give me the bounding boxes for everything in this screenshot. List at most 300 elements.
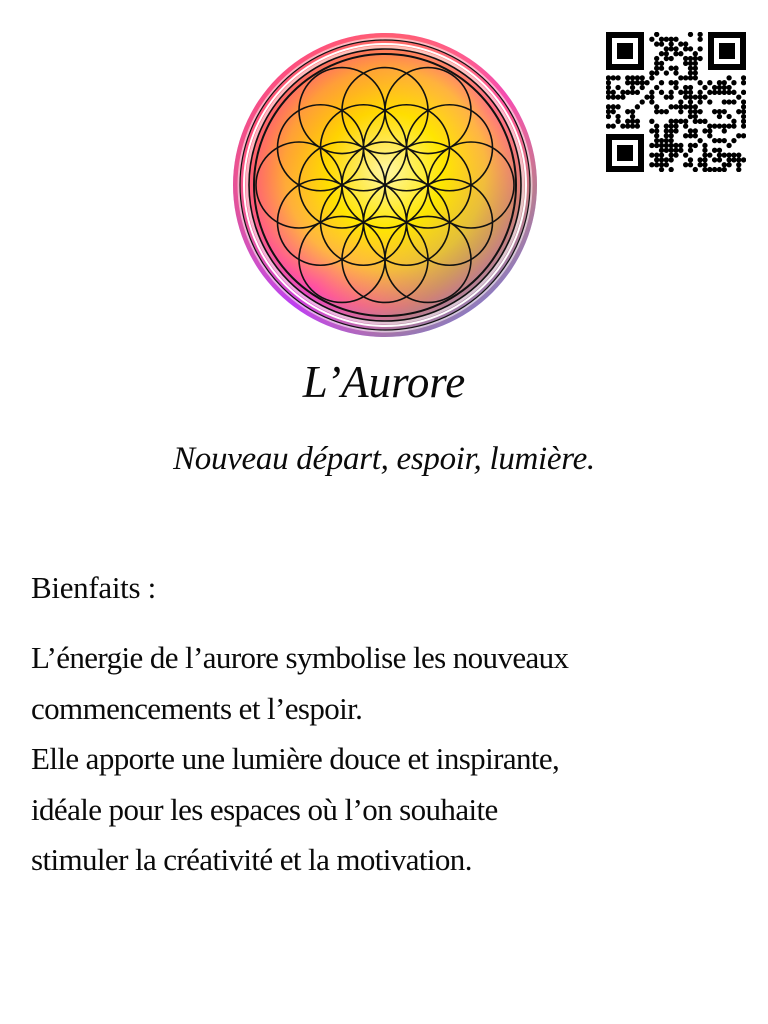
qr-module — [736, 157, 741, 162]
card-subtitle: Nouveau départ, espoir, lumière. — [173, 441, 595, 477]
qr-module — [678, 41, 683, 46]
qr-module — [649, 119, 654, 124]
qr-module — [620, 95, 625, 100]
qr-module — [611, 75, 616, 80]
qr-module — [683, 162, 688, 167]
qr-module — [697, 95, 702, 100]
qr-module — [741, 80, 746, 85]
qr-module — [731, 157, 736, 162]
qr-module — [664, 46, 669, 51]
qr-module — [702, 157, 707, 162]
qr-module — [741, 157, 746, 162]
qr-module — [702, 162, 707, 167]
qr-module — [669, 133, 674, 138]
qr-module — [717, 167, 722, 172]
qr-module — [664, 148, 669, 153]
qr-module — [625, 90, 630, 95]
qr-module — [717, 148, 722, 153]
qr-module — [702, 167, 707, 172]
qr-module — [664, 56, 669, 61]
qr-module — [678, 51, 683, 56]
qr-module — [688, 99, 693, 104]
qr-module — [654, 123, 659, 128]
qr-module — [702, 119, 707, 124]
qr-module — [688, 46, 693, 51]
qr-module — [654, 104, 659, 109]
qr-module — [669, 37, 674, 42]
qr-module — [717, 157, 722, 162]
qr-module — [649, 162, 654, 167]
qr-module — [673, 152, 678, 157]
qr-module — [635, 90, 640, 95]
qr-module — [678, 90, 683, 95]
qr-module — [669, 41, 674, 46]
qr-module — [673, 66, 678, 71]
qr-module — [688, 75, 693, 80]
qr-module — [693, 75, 698, 80]
qr-module — [669, 138, 674, 143]
qr-module — [669, 56, 674, 61]
qr-module — [693, 66, 698, 71]
qr-module — [726, 123, 731, 128]
qr-module — [625, 109, 630, 114]
qr-module — [722, 80, 727, 85]
qr-module — [697, 119, 702, 124]
qr-module — [635, 119, 640, 124]
qr-module — [693, 128, 698, 133]
qr-module — [678, 119, 683, 124]
qr-module — [688, 95, 693, 100]
qr-module — [669, 104, 674, 109]
qr-module — [606, 123, 611, 128]
qr-module — [659, 162, 664, 167]
qr-module — [722, 99, 727, 104]
qr-module — [741, 90, 746, 95]
qr-module — [688, 61, 693, 66]
qr-module — [669, 143, 674, 148]
qr-module — [669, 123, 674, 128]
qr-module — [673, 80, 678, 85]
qr-module — [649, 90, 654, 95]
qr-module — [649, 128, 654, 133]
qr-module — [683, 123, 688, 128]
qr-module — [606, 75, 611, 80]
qr-module — [606, 95, 611, 100]
qr-module — [673, 143, 678, 148]
qr-module — [649, 75, 654, 80]
qr-module — [683, 46, 688, 51]
flower-of-life-icon — [230, 30, 540, 340]
qr-module — [683, 95, 688, 100]
qr-module — [702, 148, 707, 153]
qr-module — [630, 114, 635, 119]
qr-module — [731, 123, 736, 128]
qr-module — [625, 75, 630, 80]
qr-module — [683, 61, 688, 66]
qr-module — [673, 128, 678, 133]
qr-module — [654, 85, 659, 90]
qr-module — [654, 162, 659, 167]
qr-module — [693, 56, 698, 61]
qr-module — [726, 152, 731, 157]
qr-module — [669, 167, 674, 172]
qr-module — [707, 167, 712, 172]
qr-module — [659, 61, 664, 66]
qr-module — [693, 51, 698, 56]
qr-module — [693, 95, 698, 100]
section-heading: Bienfaits : — [31, 570, 156, 605]
qr-module — [717, 138, 722, 143]
benefits-line: Elle apporte une lumière douce et inspirante, — [31, 741, 560, 776]
qr-module — [625, 80, 630, 85]
qr-module — [611, 123, 616, 128]
qr-module — [736, 109, 741, 114]
qr-module — [693, 133, 698, 138]
qr-module — [659, 138, 664, 143]
qr-module — [712, 138, 717, 143]
qr-module — [741, 104, 746, 109]
qr-module — [722, 152, 727, 157]
qr-module — [611, 109, 616, 114]
qr-module — [702, 152, 707, 157]
qr-module — [707, 99, 712, 104]
qr-module — [688, 104, 693, 109]
qr-module — [659, 90, 664, 95]
qr-module — [688, 32, 693, 37]
qr-module — [712, 90, 717, 95]
qr-module — [688, 85, 693, 90]
qr-module — [654, 133, 659, 138]
qr-module — [606, 109, 611, 114]
qr-module — [673, 70, 678, 75]
qr-module — [688, 128, 693, 133]
qr-module — [712, 148, 717, 153]
qr-module — [731, 99, 736, 104]
qr-module — [693, 119, 698, 124]
qr-module — [654, 128, 659, 133]
qr-module — [717, 85, 722, 90]
qr-module — [659, 37, 664, 42]
qr-module — [697, 90, 702, 95]
qr-module — [688, 56, 693, 61]
qr-module — [712, 85, 717, 90]
qr-module — [654, 143, 659, 148]
qr-module — [702, 95, 707, 100]
qr-module — [688, 66, 693, 71]
qr-module — [606, 114, 611, 119]
qr-module — [673, 51, 678, 56]
qr-module — [654, 66, 659, 71]
qr-module — [697, 162, 702, 167]
qr-module — [741, 75, 746, 80]
qr-module — [635, 104, 640, 109]
qr-module — [741, 109, 746, 114]
qr-module — [640, 85, 645, 90]
qr-module — [726, 75, 731, 80]
qr-module — [697, 46, 702, 51]
qr-module — [722, 90, 727, 95]
qr-module — [644, 95, 649, 100]
qr-module — [654, 138, 659, 143]
qr-module — [717, 123, 722, 128]
qr-module — [712, 109, 717, 114]
qr-module — [625, 123, 630, 128]
qr-module — [664, 123, 669, 128]
qr-module — [683, 56, 688, 61]
qr-module — [693, 104, 698, 109]
qr-module — [722, 138, 727, 143]
qr-module — [664, 138, 669, 143]
qr-module — [654, 152, 659, 157]
qr-module — [659, 41, 664, 46]
qr-module — [669, 157, 674, 162]
qr-module — [673, 46, 678, 51]
qr-module — [722, 123, 727, 128]
qr-module — [664, 128, 669, 133]
qr-module — [669, 148, 674, 153]
qr-module — [659, 51, 664, 56]
qr-module — [630, 123, 635, 128]
qr-module — [606, 104, 611, 109]
qr-module — [678, 99, 683, 104]
qr-module — [630, 75, 635, 80]
qr-module — [673, 85, 678, 90]
qr-module — [669, 66, 674, 71]
qr-module — [664, 95, 669, 100]
qr-module — [741, 133, 746, 138]
qr-module — [717, 90, 722, 95]
qr-module — [736, 152, 741, 157]
qr-module — [712, 123, 717, 128]
qr-module — [741, 119, 746, 124]
qr-code-icon — [606, 32, 746, 172]
qr-module — [688, 162, 693, 167]
qr-module — [697, 157, 702, 162]
card-title: L’Aurore — [302, 357, 466, 407]
qr-module — [741, 99, 746, 104]
qr-module — [659, 148, 664, 153]
qr-module — [726, 99, 731, 104]
qr-module — [702, 143, 707, 148]
qr-module — [654, 41, 659, 46]
qr-module — [615, 75, 620, 80]
qr-module — [615, 85, 620, 90]
qr-module — [611, 95, 616, 100]
qr-module — [683, 85, 688, 90]
qr-module — [722, 167, 727, 172]
qr-module — [606, 90, 611, 95]
qr-module — [611, 104, 616, 109]
qr-module — [702, 128, 707, 133]
qr-module — [669, 128, 674, 133]
qr-module — [683, 133, 688, 138]
qr-module — [649, 152, 654, 157]
qr-module — [731, 138, 736, 143]
qr-module — [611, 90, 616, 95]
qr-module — [654, 56, 659, 61]
qr-module — [697, 32, 702, 37]
qr-module — [625, 119, 630, 124]
qr-module — [630, 109, 635, 114]
qr-module — [693, 143, 698, 148]
qr-module — [649, 99, 654, 104]
qr-module — [615, 114, 620, 119]
flower-of-life-emblem — [230, 30, 540, 340]
qr-module — [693, 167, 698, 172]
qr-module — [683, 119, 688, 124]
qr-module — [669, 152, 674, 157]
benefits-line: L’énergie de l’aurore symbolise les nouveaux — [31, 640, 569, 675]
qr-module — [678, 148, 683, 153]
qr-module — [693, 70, 698, 75]
qr-module — [688, 157, 693, 162]
qr-module — [649, 70, 654, 75]
qr-module — [741, 123, 746, 128]
qr-module — [630, 80, 635, 85]
qr-module — [707, 80, 712, 85]
qr-module — [640, 80, 645, 85]
qr-module — [615, 104, 620, 109]
benefits-text — [31, 633, 751, 886]
qr-module — [649, 37, 654, 42]
qr-module — [726, 114, 731, 119]
qr-module — [688, 90, 693, 95]
qr-module — [697, 99, 702, 104]
qr-module — [736, 167, 741, 172]
qr-module — [649, 95, 654, 100]
qr-module — [707, 123, 712, 128]
qr-module — [669, 90, 674, 95]
qr-module — [606, 80, 611, 85]
benefits-line: idéale pour les espaces où l’on souhaite — [31, 791, 498, 827]
qr-module — [659, 109, 664, 114]
qr-module — [673, 123, 678, 128]
qr-module — [620, 90, 625, 95]
qr-module — [726, 157, 731, 162]
qr-module — [722, 128, 727, 133]
qr-module — [693, 114, 698, 119]
qr-module — [664, 70, 669, 75]
qr-module — [697, 80, 702, 85]
qr-module — [688, 133, 693, 138]
qr-module — [664, 157, 669, 162]
benefits-line: stimuler la créativité et la motivation. — [31, 842, 472, 877]
qr-module — [635, 75, 640, 80]
qr-module — [664, 143, 669, 148]
qr-module — [726, 143, 731, 148]
qr-module — [678, 75, 683, 80]
qr-module — [615, 119, 620, 124]
qr-module — [664, 162, 669, 167]
qr-module — [722, 162, 727, 167]
qr-module — [688, 70, 693, 75]
qr-module — [659, 143, 664, 148]
qr-module — [654, 157, 659, 162]
qr-module — [654, 32, 659, 37]
qr-module — [673, 119, 678, 124]
qr-module — [635, 80, 640, 85]
qr-module — [722, 109, 727, 114]
qr-module — [673, 148, 678, 153]
qr-module — [697, 138, 702, 143]
qr-code[interactable] — [606, 32, 746, 172]
qr-module — [669, 46, 674, 51]
qr-module — [726, 90, 731, 95]
qr-module — [683, 41, 688, 46]
qr-module — [683, 75, 688, 80]
qr-module — [693, 109, 698, 114]
qr-module — [635, 123, 640, 128]
qr-module — [731, 152, 736, 157]
qr-module — [649, 143, 654, 148]
qr-module — [664, 37, 669, 42]
qr-module — [659, 167, 664, 172]
qr-module — [707, 152, 712, 157]
qr-module — [669, 80, 674, 85]
qr-module — [640, 99, 645, 104]
qr-module — [654, 109, 659, 114]
qr-module — [688, 109, 693, 114]
qr-module — [688, 143, 693, 148]
qr-module — [683, 104, 688, 109]
qr-module — [620, 123, 625, 128]
qr-module — [673, 37, 678, 42]
qr-module — [688, 114, 693, 119]
qr-module — [693, 61, 698, 66]
qr-module — [702, 85, 707, 90]
qr-module — [630, 119, 635, 124]
qr-module — [726, 85, 731, 90]
qr-module — [683, 152, 688, 157]
qr-module — [630, 85, 635, 90]
benefits-line: commencements et l’espoir. — [31, 690, 363, 726]
qr-module — [707, 133, 712, 138]
qr-module — [736, 162, 741, 167]
qr-module — [697, 37, 702, 42]
qr-module — [717, 152, 722, 157]
qr-module — [659, 152, 664, 157]
qr-module — [722, 85, 727, 90]
qr-module — [669, 95, 674, 100]
qr-module — [736, 133, 741, 138]
qr-module — [669, 119, 674, 124]
qr-module — [707, 128, 712, 133]
qr-module — [664, 109, 669, 114]
qr-module — [697, 109, 702, 114]
qr-module — [644, 80, 649, 85]
qr-module — [664, 51, 669, 56]
qr-module — [664, 133, 669, 138]
qr-module — [731, 119, 736, 124]
qr-module — [678, 104, 683, 109]
qr-module — [697, 56, 702, 61]
qr-module — [707, 90, 712, 95]
qr-module — [712, 167, 717, 172]
qr-module — [741, 114, 746, 119]
qr-module — [654, 61, 659, 66]
qr-module — [683, 90, 688, 95]
qr-module — [726, 162, 731, 167]
qr-module — [659, 66, 664, 71]
qr-module — [731, 80, 736, 85]
qr-module — [678, 143, 683, 148]
qr-module — [717, 114, 722, 119]
qr-module — [717, 109, 722, 114]
qr-module — [659, 80, 664, 85]
qr-module — [659, 157, 664, 162]
qr-module — [615, 95, 620, 100]
qr-module — [606, 85, 611, 90]
